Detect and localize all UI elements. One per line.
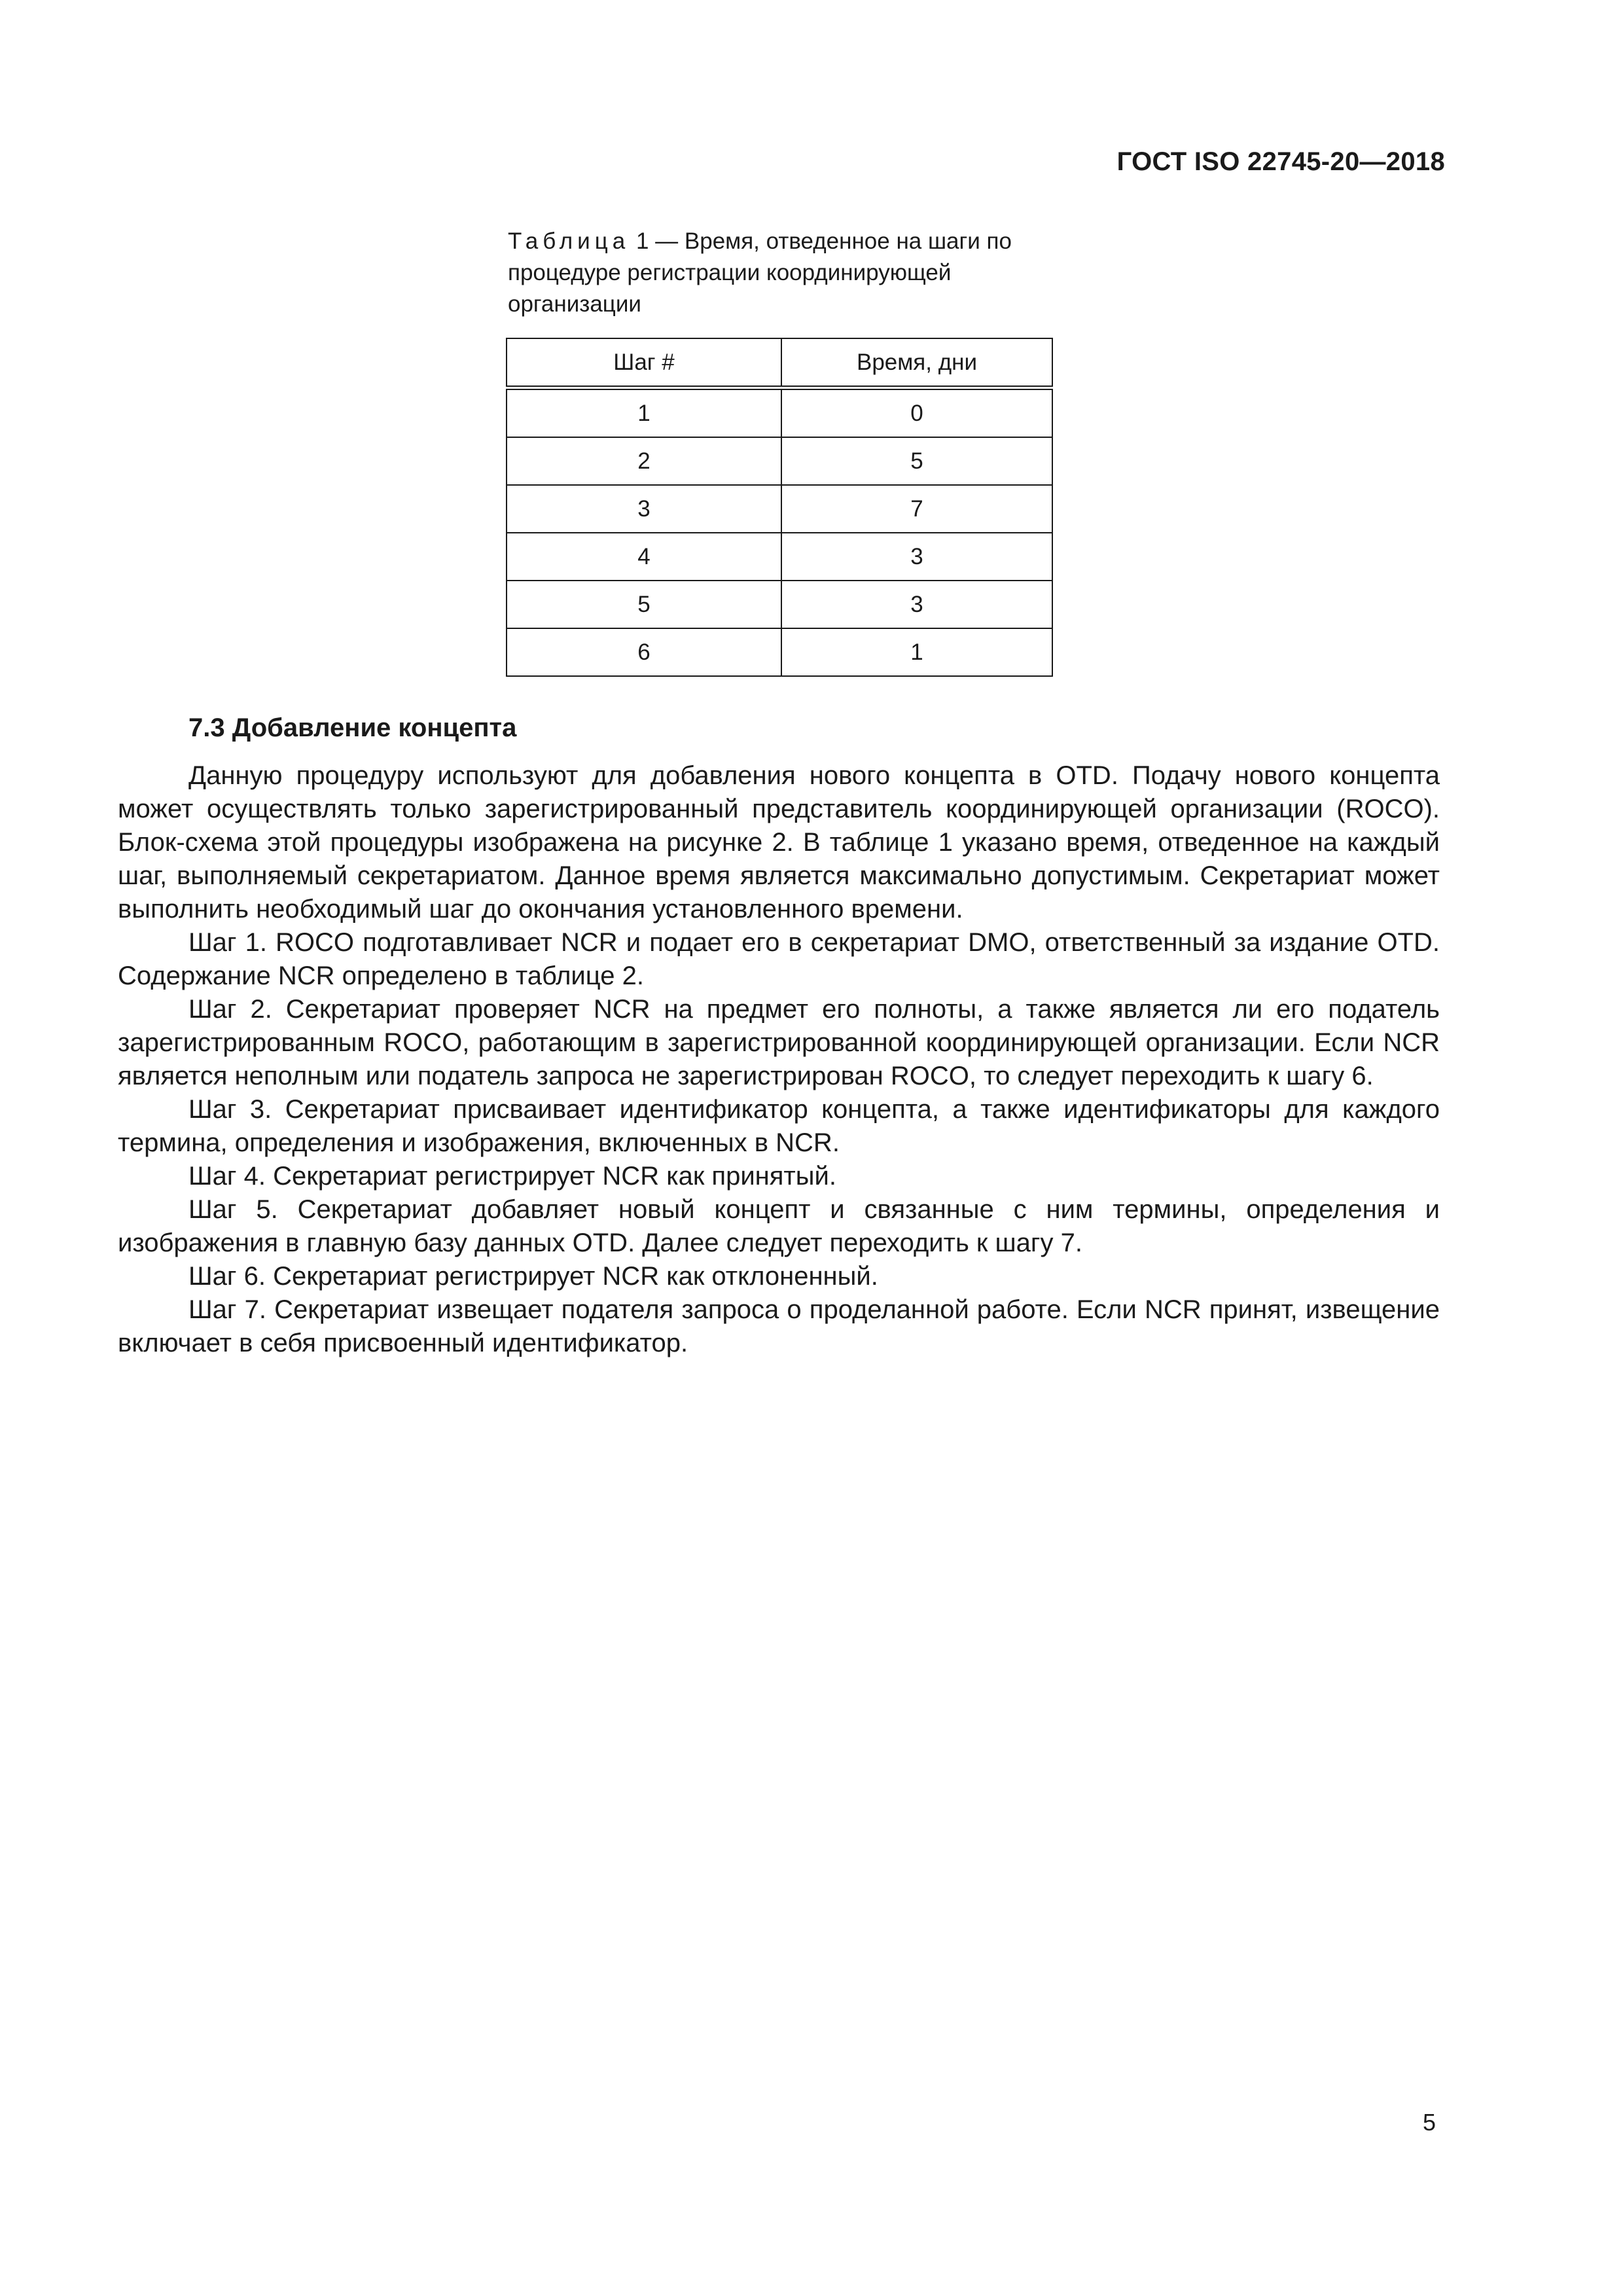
- cell-step: 5: [507, 581, 781, 628]
- table-row: [507, 437, 1052, 485]
- cell-step: 4: [507, 533, 781, 581]
- cell-step: 2: [507, 437, 781, 485]
- cell-step: 6: [507, 628, 781, 676]
- table-header-row: [507, 338, 1052, 388]
- paragraph-step-6: Шаг 6. Секретариат регистрирует NCR как отклоненный.: [188, 1262, 878, 1291]
- paragraph-step-4: Шаг 4. Секретариат регистрирует NCR как принятый.: [188, 1162, 836, 1191]
- paragraph-step-5: Шаг 5. Секретариат добавляет новый концепт и связанные с ним термины, определения и изображения в главную базу данных OTD. Далее следует переходить к шагу 7.: [118, 1195, 1440, 1257]
- cell-days: 7: [781, 485, 1052, 533]
- table-caption-label: Таблица: [508, 228, 630, 254]
- column-header-step: Шаг #: [507, 338, 781, 388]
- cell-days: 3: [781, 581, 1052, 628]
- column-header-time: Время, дни: [781, 338, 1052, 388]
- table-row: [507, 485, 1052, 533]
- cell-days: 0: [781, 388, 1052, 438]
- paragraph-step-1: Шаг 1. ROCO подготавливает NCR и подает его в секретариат DMO, ответственный за издание OTD. Содержание NCR определено в таблице 2.: [118, 928, 1440, 990]
- paragraph-step-2: Шаг 2. Секретариат проверяет NCR на предмет его полноты, а также является ли его податель зарегистрированным ROCO, работающим в зарегистрированной координирующей организации. Если NCR является неполным или податель запроса не зарегистрирован ROCO, то следует переходить к шагу 6.: [118, 995, 1440, 1090]
- cell-step: 3: [507, 485, 781, 533]
- section-heading: 7.3 Добавление концепта: [188, 713, 517, 742]
- paragraph-intro: Данную процедуру используют для добавления нового концепта в OTD. Подачу нового концепта может осуществлять только зарегистрированный представитель координирующей организации (ROCO). Блок-схема этой процедуры изображена на рисунке 2. В таблице 1 указано время, отведенное на каждый шаг, выполняемый секретариатом. Данное время является максимально допустимым. Секретариат может выполнить необходимый шаг до окончания установленного времени.: [118, 761, 1440, 924]
- cell-days: 1: [781, 628, 1052, 676]
- table-caption: [508, 226, 1077, 320]
- table-caption-text: 1 — Время, отведенное на шаги по процедуре регистрации координирующей организации: [508, 228, 1012, 317]
- cell-days: 3: [781, 533, 1052, 581]
- section-body: [118, 759, 1440, 1360]
- paragraph-step-7: Шаг 7. Секретариат извещает подателя запроса о проделанной работе. Если NCR принят, извещение включает в себя присвоенный идентификатор.: [118, 1295, 1440, 1357]
- table-row: [507, 388, 1052, 438]
- cell-days: 5: [781, 437, 1052, 485]
- steps-time-table: [506, 338, 1053, 677]
- table-row: [507, 628, 1052, 676]
- cell-step: 1: [507, 388, 781, 438]
- table-row: [507, 533, 1052, 581]
- document-code-header: ГОСТ ISO 22745-20—2018: [1116, 147, 1445, 176]
- table-row: [507, 581, 1052, 628]
- paragraph-step-3: Шаг 3. Секретариат присваивает идентификатор концепта, а также идентификаторы для каждого термина, определения и изображения, включенных в NCR.: [118, 1095, 1440, 1157]
- page-number: 5: [1422, 2109, 1436, 2136]
